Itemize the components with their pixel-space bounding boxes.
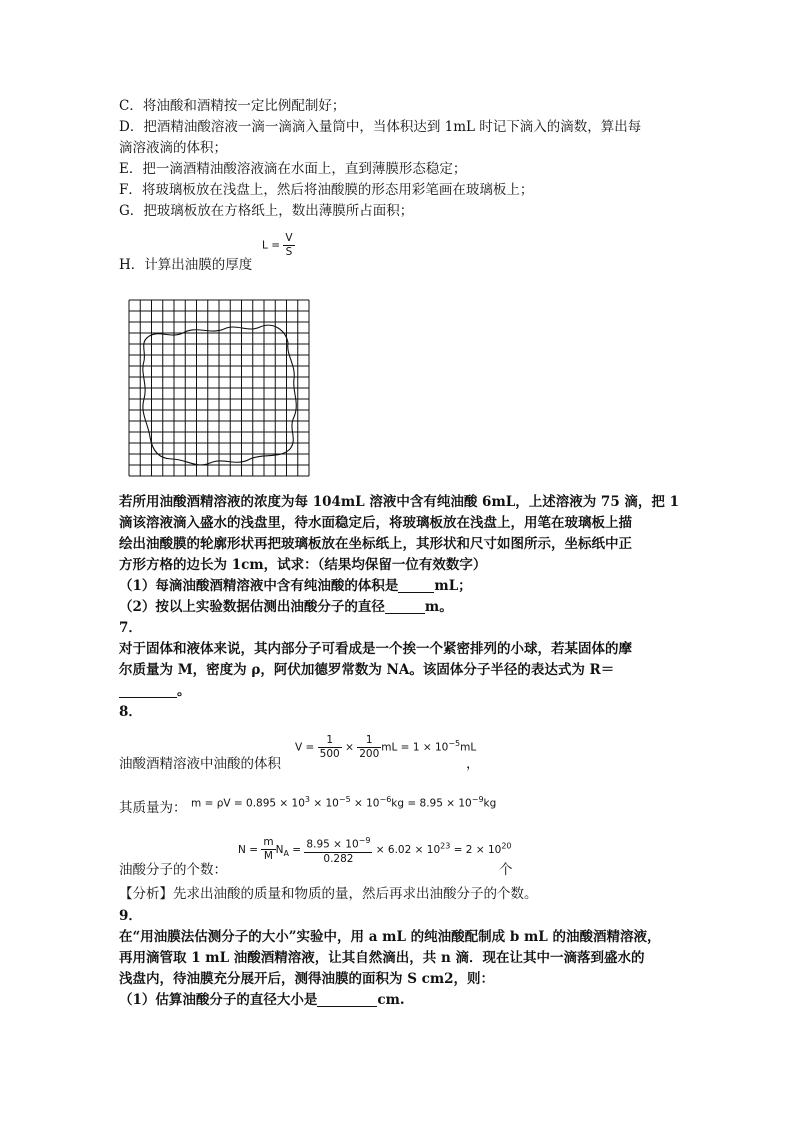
- count-label: 油酸分子的个数：: [119, 862, 227, 878]
- avogadro-symbol: N: [275, 843, 284, 856]
- volume-comma: ，: [466, 756, 480, 772]
- problem8-number: 8．: [119, 704, 142, 720]
- formula-denominator: S: [285, 246, 293, 258]
- question1-unit: cm.: [377, 992, 405, 1008]
- volume-formula: [295, 734, 476, 761]
- question1-text: （1）每滴油酸酒精溶液中含有纯油酸的体积是: [119, 578, 399, 594]
- formula-lhs: L =: [262, 239, 280, 252]
- exponent: −9: [471, 795, 484, 804]
- analysis-text: 【分析】先求出油酸的质量和物质的量，然后再求出油酸分子的个数。: [119, 886, 538, 902]
- question2-unit: m。: [424, 599, 453, 615]
- formula-numerator: V: [285, 232, 293, 244]
- problem7-line3: [119, 682, 191, 701]
- count-fraction-1: [261, 836, 275, 863]
- option-h: H．计算出油膜的厚度: [119, 257, 253, 273]
- count-formula: [238, 834, 512, 866]
- fraction-numerator: [304, 834, 372, 853]
- problem6-line4: 方形方格的边长为 1cm，试求：（结果均保留一位有效数字）: [119, 557, 487, 573]
- exponent: 23: [440, 841, 451, 851]
- fraction-denominator: 500: [319, 748, 340, 760]
- fraction-numerator: m: [263, 836, 274, 849]
- mass-eq: m = ρV = 0.895 × 10: [191, 797, 305, 810]
- volume-lhs: V =: [295, 741, 315, 754]
- exponent: 20: [501, 841, 512, 851]
- mass-mid: × 10: [350, 797, 380, 810]
- problem9-line1: 在“用油膜法估测分子的大小”实验中，用 a mL 的纯油酸配制成 b mL 的油酸酒精溶液，: [119, 929, 661, 945]
- problem6-line3: 绘出油酸膜的轮廓形状再把玻璃板放在坐标纸上，其形状和尺寸如图所示，坐标纸中正: [119, 536, 632, 552]
- count-rhs: × 6.02 × 10: [375, 843, 441, 856]
- problem7-line1: 对于固体和液体来说，其内部分子可看成是一个挨一个紧密排列的小球，若某固体的摩: [119, 641, 632, 657]
- answer-blank[interactable]: [385, 599, 425, 614]
- problem6-line1: 若所用油酸酒精溶液的浓度为每 104mL 溶液中含有纯油酸 6mL，上述溶液为 75 滴，把 1: [119, 494, 680, 510]
- problem9-line3: 浅盘内，待油膜充分展开后，测得油膜的面积为 S cm2，则：: [119, 971, 495, 987]
- question1-text: （1）估算油酸分子的直径大小是: [119, 992, 318, 1008]
- oil-film-grid-figure: [128, 299, 310, 477]
- volume-exponent: −5: [448, 739, 461, 748]
- mass-mid: × 10: [310, 797, 339, 810]
- problem6-line2: 滴该溶液滴入盛水的浅盘里，待水面稳定后，将玻璃板放在浅盘上，用笔在玻璃板上描: [119, 515, 632, 531]
- volume-rhs: mL = 1 × 10: [381, 741, 449, 754]
- numerator-text: 8.95 × 10: [306, 838, 359, 851]
- fraction-numerator: 1: [318, 734, 342, 748]
- volume-fraction-1: [318, 734, 342, 761]
- exponent: 3: [304, 795, 311, 804]
- option-e: E．把一滴酒精油酸溶液滴在水面上，直到薄膜形态稳定；: [119, 161, 467, 177]
- grid-lines: [129, 300, 309, 476]
- question1-unit: mL；: [434, 578, 472, 594]
- problem9-line2: 再用滴管取 1 mL 油酸酒精溶液，让其自然滴出，共 n 滴．现在让其中一滴落到盛水的: [119, 950, 645, 966]
- problem6-question2: [119, 598, 453, 617]
- volume-fraction-2: [357, 734, 381, 761]
- answer-blank[interactable]: [119, 683, 177, 698]
- oil-film-outline: [143, 325, 296, 465]
- fraction-denominator: 200: [359, 748, 380, 760]
- problem9-number: 9．: [119, 908, 142, 924]
- problem9-question1: [119, 991, 405, 1010]
- fraction-numerator: 1: [357, 734, 381, 748]
- option-d-line2: 滴溶液滴的体积；: [119, 140, 227, 156]
- exponent: −9: [358, 836, 371, 845]
- answer-blank[interactable]: [398, 578, 434, 593]
- mass-unit: kg: [483, 797, 497, 810]
- option-d-line1: D．把酒精油酸溶液一滴一滴滴入量筒中，当体积达到 1mL 时记下滴入的滴数，算出每: [119, 119, 642, 135]
- exponent: −5: [338, 795, 351, 804]
- exponent: −6: [379, 795, 392, 804]
- count-unit: 个: [499, 862, 513, 878]
- mass-mid: kg = 8.95 × 10: [391, 797, 472, 810]
- answer-blank[interactable]: [317, 992, 377, 1007]
- count-lhs: N =: [238, 843, 258, 856]
- formula-thickness: [262, 232, 295, 259]
- problem7-line2: 尔质量为 M，密度为 ρ，阿伏加德罗常数为 NA。该固体分子半径的表达式为 R＝: [119, 662, 615, 678]
- count-rhs: = 2 × 10: [450, 843, 502, 856]
- problem7-number: 7．: [119, 620, 142, 636]
- problem6-question1: [119, 577, 472, 596]
- times-sign: ×: [345, 741, 354, 754]
- volume-label: 油酸酒精溶液中油酸的体积: [119, 756, 281, 772]
- option-c: C．将油酸和酒精按一定比例配制好；: [119, 98, 346, 114]
- fraction-denominator: M: [263, 850, 273, 863]
- question2-text: （2）按以上实验数据估测出油酸分子的直径: [119, 599, 385, 615]
- fraction-denominator: 0.282: [323, 852, 354, 865]
- count-fraction-2: [304, 834, 372, 866]
- formula-fraction: [283, 232, 294, 259]
- equals-sign: =: [292, 843, 302, 856]
- mass-label: 其质量为：: [119, 800, 187, 816]
- mass-formula: [191, 795, 496, 810]
- volume-unit: mL: [460, 741, 477, 754]
- option-g: G．把玻璃板放在方格纸上，数出薄膜所占面积；: [119, 203, 414, 219]
- avogadro-subscript: A: [283, 848, 289, 858]
- option-f: F．将玻璃板放在浅盘上，然后将油酸膜的形态用彩笔画在玻璃板上；: [119, 182, 534, 198]
- problem7-period: 。: [177, 683, 191, 699]
